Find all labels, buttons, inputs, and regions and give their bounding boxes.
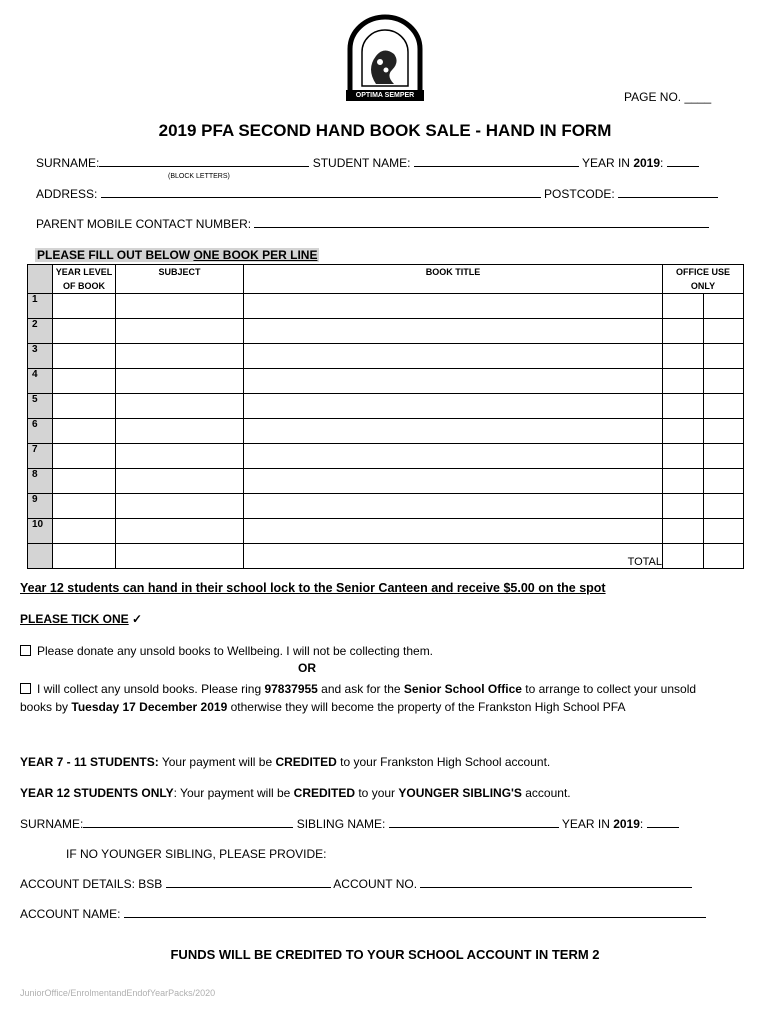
office-use-cell-1[interactable] bbox=[663, 319, 704, 344]
row-number: 2 bbox=[28, 319, 53, 344]
year7-11-note bbox=[20, 755, 550, 769]
sibling-year-value: 2019 bbox=[613, 817, 640, 831]
office-use-cell-1[interactable] bbox=[663, 469, 704, 494]
office-use-cell-2[interactable] bbox=[703, 344, 744, 369]
subject-cell[interactable] bbox=[116, 444, 244, 469]
subject-cell[interactable] bbox=[116, 469, 244, 494]
book-title-cell[interactable] bbox=[244, 294, 663, 319]
credited-word: CREDITED bbox=[275, 755, 337, 769]
office-use-cell-2[interactable] bbox=[703, 519, 744, 544]
fill-instruction-text: PLEASE FILL OUT BELOW bbox=[37, 248, 194, 262]
book-title-cell[interactable] bbox=[244, 369, 663, 394]
year-level-cell[interactable] bbox=[53, 319, 116, 344]
row-number: 1 bbox=[28, 294, 53, 319]
office-use-cell-2[interactable] bbox=[703, 419, 744, 444]
office-use-cell-1[interactable] bbox=[663, 394, 704, 419]
sibling-name-label: SIBLING NAME: bbox=[296, 817, 386, 831]
row-number: 9 bbox=[28, 494, 53, 519]
book-title-cell[interactable] bbox=[244, 469, 663, 494]
total-office-cell[interactable] bbox=[703, 544, 744, 569]
collect-text-3: to arrange to collect your unsold books by bbox=[20, 682, 697, 714]
book-title-cell[interactable] bbox=[244, 394, 663, 419]
office-name: Senior School Office bbox=[403, 682, 522, 696]
year12-note bbox=[20, 786, 571, 800]
sibling-surname-label: SURNAME: bbox=[20, 817, 84, 831]
account-name-row bbox=[20, 907, 706, 921]
account-no-field[interactable] bbox=[420, 887, 692, 888]
row-number: 8 bbox=[28, 469, 53, 494]
table-row bbox=[28, 394, 744, 419]
year12-text-b: to your bbox=[355, 786, 399, 800]
address-row bbox=[36, 187, 718, 201]
row-number: 5 bbox=[28, 394, 53, 419]
year-level-cell[interactable] bbox=[53, 419, 116, 444]
table-row bbox=[28, 419, 744, 444]
year12-text-a: : Your payment will be bbox=[173, 786, 294, 800]
student-name-field[interactable] bbox=[414, 166, 579, 167]
footer-path: JuniorOffice/EnrolmentandEndofYearPacks/2020 bbox=[20, 988, 216, 998]
year-value: 2019 bbox=[633, 156, 661, 170]
address-label: ADDRESS: bbox=[36, 187, 98, 201]
total-blank-2 bbox=[116, 544, 244, 569]
total-blank-1 bbox=[53, 544, 116, 569]
postcode-field[interactable] bbox=[618, 197, 718, 198]
table-row bbox=[28, 494, 744, 519]
header-office-use: OFFICE USE ONLY bbox=[663, 265, 744, 294]
header-year-level: YEAR LEVEL OF BOOK bbox=[53, 265, 116, 294]
donate-checkbox[interactable] bbox=[20, 645, 31, 656]
postcode-label: POSTCODE: bbox=[544, 187, 615, 201]
year7-11-text-b: to your Frankston High School account. bbox=[336, 755, 551, 769]
office-use-cell-2[interactable] bbox=[703, 444, 744, 469]
account-details-row bbox=[20, 877, 692, 891]
year-level-cell[interactable] bbox=[53, 469, 116, 494]
collect-checkbox[interactable] bbox=[20, 683, 31, 694]
year12-text-c: account. bbox=[521, 786, 571, 800]
year-level-cell[interactable] bbox=[53, 294, 116, 319]
table-row bbox=[28, 469, 744, 494]
collect-text-4: otherwise they will become the property of the Frankston High School PFA bbox=[227, 700, 626, 714]
account-no-label: ACCOUNT NO. bbox=[333, 877, 418, 891]
tick-mark-icon: ✓ bbox=[132, 612, 143, 626]
book-title-cell[interactable] bbox=[244, 444, 663, 469]
donate-text: Please donate any unsold books to Wellbeing. I will not be collecting them. bbox=[37, 644, 434, 658]
subject-cell[interactable] bbox=[116, 294, 244, 319]
office-use-cell-2[interactable] bbox=[703, 319, 744, 344]
row-number: 3 bbox=[28, 344, 53, 369]
office-use-cell-2[interactable] bbox=[703, 294, 744, 319]
table-row bbox=[28, 519, 744, 544]
row-number: 6 bbox=[28, 419, 53, 444]
deadline-date: Tuesday 17 December 2019 bbox=[71, 700, 228, 714]
fill-instruction bbox=[35, 248, 319, 262]
table-row bbox=[28, 319, 744, 344]
row-number: 7 bbox=[28, 444, 53, 469]
book-title-cell[interactable] bbox=[244, 344, 663, 369]
table-header-row bbox=[28, 265, 744, 294]
option-collect bbox=[20, 680, 720, 716]
office-use-cell-1[interactable] bbox=[663, 294, 704, 319]
total-label-cell bbox=[244, 544, 663, 569]
credited-word-2: CREDITED bbox=[293, 786, 356, 800]
total-value-cell[interactable] bbox=[663, 544, 704, 569]
year7-11-text-a: Your payment will be bbox=[161, 755, 276, 769]
surname-field[interactable] bbox=[99, 166, 309, 167]
total-row bbox=[28, 544, 744, 569]
table-row bbox=[28, 444, 744, 469]
office-use-cell-1[interactable] bbox=[663, 419, 704, 444]
subject-cell[interactable] bbox=[116, 369, 244, 394]
year-level-cell[interactable] bbox=[53, 519, 116, 544]
year7-11-label: YEAR 7 - 11 STUDENTS: bbox=[20, 755, 159, 769]
one-book-per-line: ONE BOOK PER LINE bbox=[193, 248, 318, 262]
funds-note: FUNDS WILL BE CREDITED TO YOUR SCHOOL ACCOUNT IN TERM 2 bbox=[170, 947, 600, 962]
subject-cell[interactable] bbox=[116, 419, 244, 444]
sibling-surname-field[interactable] bbox=[83, 827, 293, 828]
subject-cell[interactable] bbox=[116, 344, 244, 369]
sibling-year-in-label: YEAR IN bbox=[561, 817, 610, 831]
parent-mobile-row bbox=[36, 217, 709, 231]
book-title-cell[interactable] bbox=[244, 519, 663, 544]
book-title-cell[interactable] bbox=[244, 419, 663, 444]
surname-row: SURNAME: STUDENT NAME: YEAR IN 2019: bbox=[36, 156, 699, 170]
year-level-cell[interactable] bbox=[53, 394, 116, 419]
row-number: 4 bbox=[28, 369, 53, 394]
school-crest-logo bbox=[340, 14, 430, 102]
year-field[interactable] bbox=[667, 166, 699, 167]
or-label: OR bbox=[298, 661, 316, 675]
book-title-cell[interactable] bbox=[244, 319, 663, 344]
year12-lock-note: Year 12 students can hand in their school lock to the Senior Canteen and receive $5.00 on the spot bbox=[20, 581, 606, 595]
subject-cell[interactable] bbox=[116, 319, 244, 344]
account-name-label: ACCOUNT NAME: bbox=[20, 907, 121, 921]
total-label: TOTAL bbox=[627, 556, 662, 568]
surname-label: SURNAME: bbox=[36, 156, 100, 170]
sibling-year-field[interactable] bbox=[647, 827, 679, 828]
office-use-cell-2[interactable] bbox=[703, 369, 744, 394]
header-num-cell bbox=[28, 265, 53, 294]
sibling-name-field[interactable] bbox=[389, 827, 559, 828]
row-number: 10 bbox=[28, 519, 53, 544]
header-book-title: BOOK TITLE bbox=[244, 265, 663, 294]
logo-motto: OPTIMA SEMPER bbox=[355, 92, 415, 99]
block-letters-note: (BLOCK LETTERS) bbox=[168, 173, 230, 180]
sibling-row: SURNAME: SIBLING NAME: YEAR IN 2019: bbox=[20, 817, 679, 831]
collect-text-1: I will collect any unsold books. Please ring bbox=[37, 682, 265, 696]
book-table bbox=[27, 264, 744, 569]
phone-number: 97837955 bbox=[264, 682, 318, 696]
form-title: 2019 PFA SECOND HAND BOOK SALE - HAND IN FORM bbox=[158, 121, 612, 140]
page-number: PAGE NO. ____ bbox=[624, 90, 712, 104]
office-use-cell-1[interactable] bbox=[663, 344, 704, 369]
year-in-label: YEAR IN bbox=[581, 156, 630, 170]
bsb-label: ACCOUNT DETAILS: BSB bbox=[20, 877, 163, 891]
student-name-label: STUDENT NAME: bbox=[312, 156, 411, 170]
year12-label: YEAR 12 STUDENTS ONLY bbox=[20, 786, 174, 800]
year-level-cell[interactable] bbox=[53, 369, 116, 394]
office-use-cell-1[interactable] bbox=[663, 369, 704, 394]
subject-cell[interactable] bbox=[116, 494, 244, 519]
parent-mobile-field[interactable] bbox=[254, 227, 709, 228]
book-title-cell[interactable] bbox=[244, 494, 663, 519]
option-donate bbox=[20, 644, 433, 658]
parent-mobile-label: PARENT MOBILE CONTACT NUMBER: bbox=[36, 217, 252, 231]
office-use-cell-2[interactable] bbox=[703, 469, 744, 494]
tick-one-heading bbox=[20, 612, 142, 626]
table-row bbox=[28, 294, 744, 319]
table-row bbox=[28, 369, 744, 394]
office-use-cell-1[interactable] bbox=[663, 494, 704, 519]
office-use-cell-2[interactable] bbox=[703, 494, 744, 519]
office-use-cell-2[interactable] bbox=[703, 394, 744, 419]
year-level-cell[interactable] bbox=[53, 444, 116, 469]
office-use-cell-1[interactable] bbox=[663, 519, 704, 544]
year-level-cell[interactable] bbox=[53, 344, 116, 369]
table-row bbox=[28, 344, 744, 369]
total-num-cell bbox=[28, 544, 53, 569]
collect-text-2: and ask for the bbox=[317, 682, 404, 696]
tick-one-label: PLEASE TICK ONE bbox=[20, 612, 129, 626]
year-level-cell[interactable] bbox=[53, 494, 116, 519]
account-name-field[interactable] bbox=[124, 917, 706, 918]
bsb-field[interactable] bbox=[166, 887, 331, 888]
address-field[interactable] bbox=[101, 197, 541, 198]
no-sibling-note: IF NO YOUNGER SIBLING, PLEASE PROVIDE: bbox=[66, 847, 327, 861]
subject-cell[interactable] bbox=[116, 394, 244, 419]
header-subject: SUBJECT bbox=[116, 265, 244, 294]
subject-cell[interactable] bbox=[116, 519, 244, 544]
younger-sibling: YOUNGER SIBLING'S bbox=[398, 786, 522, 800]
office-use-cell-1[interactable] bbox=[663, 444, 704, 469]
